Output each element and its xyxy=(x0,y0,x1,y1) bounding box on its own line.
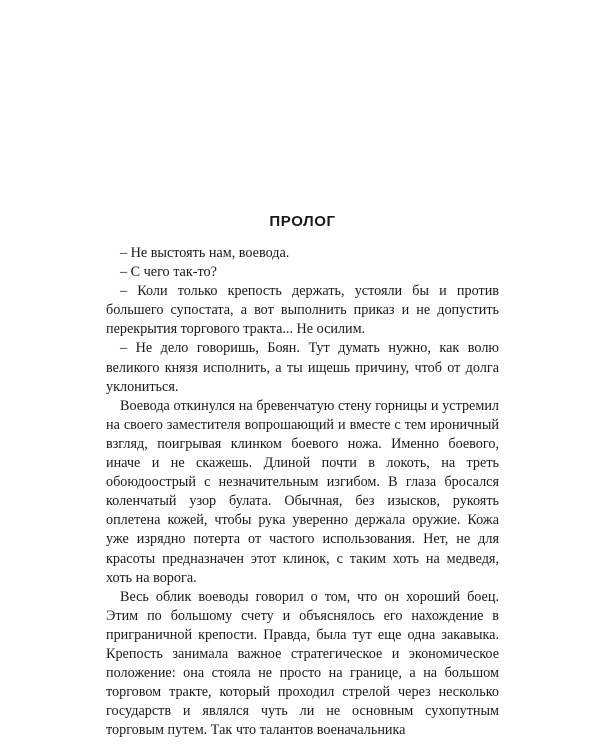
paragraph: – Коли только крепость держать, устояли бы и против большего супостата, а вот выполнить приказ и не допустить перекрытия торгового тракта... Не осилим. xyxy=(106,283,499,338)
paragraph: – С чего так-то? xyxy=(120,264,217,281)
paragraph: – Не выстоять нам, воевода. xyxy=(120,245,290,261)
chapter-body xyxy=(106,244,499,740)
chapter-title: ПРОЛОГ xyxy=(269,213,336,230)
paragraph: Воевода откинулся на бревенчатую стену горницы и устремил на своего заместителя вопрошающий и вместе с тем ироничный взгляд, поигрывая клинком боевого ножа. Именно боевого, иначе и не скажешь. Длиной почти в локоть, на треть обоюдоострый с незначительным изгибом. В глаза бросался коленчатый узор булата. Обычная, без изысков, рукоять оплетена кожей, чтобы рука уверенно держала оружие. Кожа уже изрядно потерта от частого использования. Нет, не для красоты предназначен этот клинок, с таким хоть на медведя, хоть на ворога. xyxy=(106,397,499,586)
paragraph: – Не дело говоришь, Боян. Тут думать нужно, как волю великого князя исполнить, а ты ищешь причину, чтоб от долга уклониться. xyxy=(106,340,499,395)
paragraph: Весь облик воеводы говорил о том, что он хороший боец. Этим по большому счету и объяснялось его нахождение в приграничной крепости. Правда, была тут еще одна закавыка. Крепость занимала важное стратегическое и экономическое положение: она стояла не просто на границе, а на большом торговом тракте, который проходил стрелой через несколько государств и являлся чуть ли не основным сухопутным торговым путем. Так что талантов военачальника xyxy=(106,588,499,739)
book-page xyxy=(106,0,499,750)
